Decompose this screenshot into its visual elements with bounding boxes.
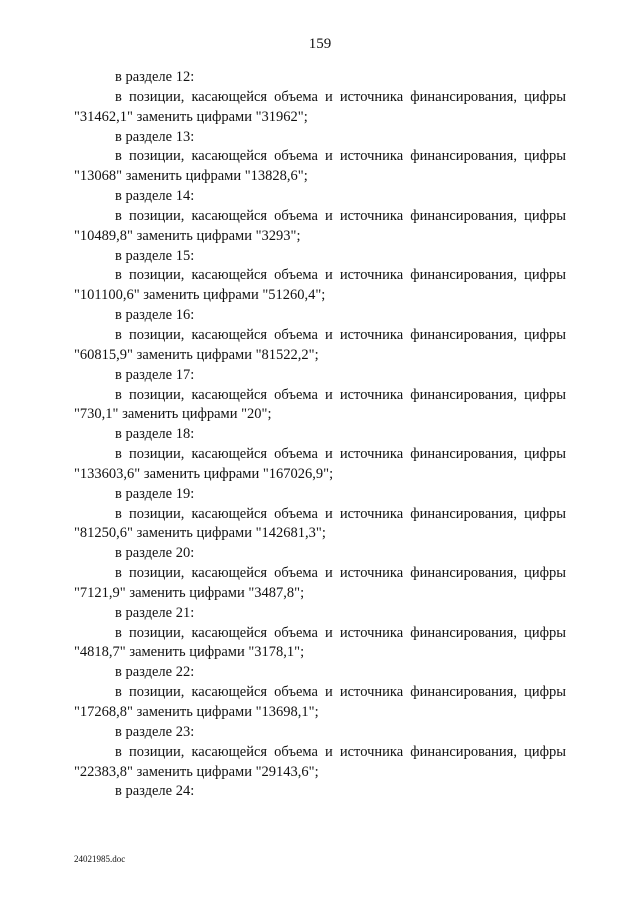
amendment-line-12: в позиции, касающейся объема и источника финансирования, цифры	[115, 88, 566, 105]
section-heading-22: в разделе 22:	[115, 664, 195, 681]
amendment-line-19: в позиции, касающейся объема и источника финансирования, цифры	[115, 505, 566, 522]
replacement-line-15: "101100,6" заменить цифрами "51260,4";	[74, 287, 326, 304]
amendment-line-22: в позиции, касающейся объема и источника финансирования, цифры	[115, 684, 566, 701]
page-number: 159	[308, 36, 332, 52]
replacement-line-17: "730,1" заменить цифрами "20";	[74, 406, 272, 423]
section-heading-19: в разделе 19:	[115, 485, 195, 502]
replacement-line-19: "81250,6" заменить цифрами "142681,3";	[74, 525, 326, 542]
amendment-line-14: в позиции, касающейся объема и источника финансирования, цифры	[115, 207, 566, 224]
section-heading-23: в разделе 23:	[115, 723, 195, 740]
amendment-line-23: в позиции, касающейся объема и источника финансирования, цифры	[115, 743, 566, 760]
replacement-line-13: "13068" заменить цифрами "13828,6";	[74, 168, 308, 185]
replacement-line-22: "17268,8" заменить цифрами "13698,1";	[74, 704, 319, 720]
replacement-line-20: "7121,9" заменить цифрами "3487,8";	[74, 584, 305, 601]
footer-filename: 24021985.doc	[74, 854, 126, 864]
amendment-line-15: в позиции, касающейся объема и источника финансирования, цифры	[115, 267, 566, 284]
section-heading-12: в разделе 12:	[115, 69, 195, 85]
section-heading-17: в разделе 17:	[115, 366, 195, 383]
replacement-line-23: "22383,8" заменить цифрами "29143,6";	[74, 763, 319, 780]
section-heading-15: в разделе 15:	[115, 247, 195, 264]
replacement-line-16: "60815,9" заменить цифрами "81522,2";	[74, 346, 319, 363]
section-heading-14: в разделе 14:	[115, 188, 195, 205]
replacement-line-21: "4818,7" заменить цифрами "3178,1";	[74, 644, 305, 661]
amendment-line-16: в позиции, касающейся объема и источника финансирования, цифры	[115, 326, 566, 343]
section-heading-21: в разделе 21:	[115, 604, 195, 621]
amendment-line-17: в позиции, касающейся объема и источника финансирования, цифры	[115, 386, 566, 403]
section-heading-18: в разделе 18:	[115, 426, 195, 443]
section-heading-24: в разделе 24:	[115, 783, 195, 800]
section-heading-16: в разделе 16:	[115, 307, 195, 324]
amendment-line-21: в позиции, касающейся объема и источника финансирования, цифры	[115, 624, 566, 641]
amendment-line-18: в позиции, касающейся объема и источника финансирования, цифры	[115, 446, 566, 463]
document-body	[74, 68, 566, 802]
replacement-line-18: "133603,6" заменить цифрами "167026,9";	[74, 465, 334, 482]
amendment-line-13: в позиции, касающейся объема и источника финансирования, цифры	[115, 148, 566, 165]
section-heading-13: в разделе 13:	[115, 128, 195, 145]
amendment-line-20: в позиции, касающейся объема и источника финансирования, цифры	[115, 565, 566, 582]
replacement-line-12: "31462,1" заменить цифрами "31962";	[74, 108, 308, 125]
section-heading-20: в разделе 20:	[115, 545, 195, 562]
replacement-line-14: "10489,8" заменить цифрами "3293";	[74, 227, 301, 244]
